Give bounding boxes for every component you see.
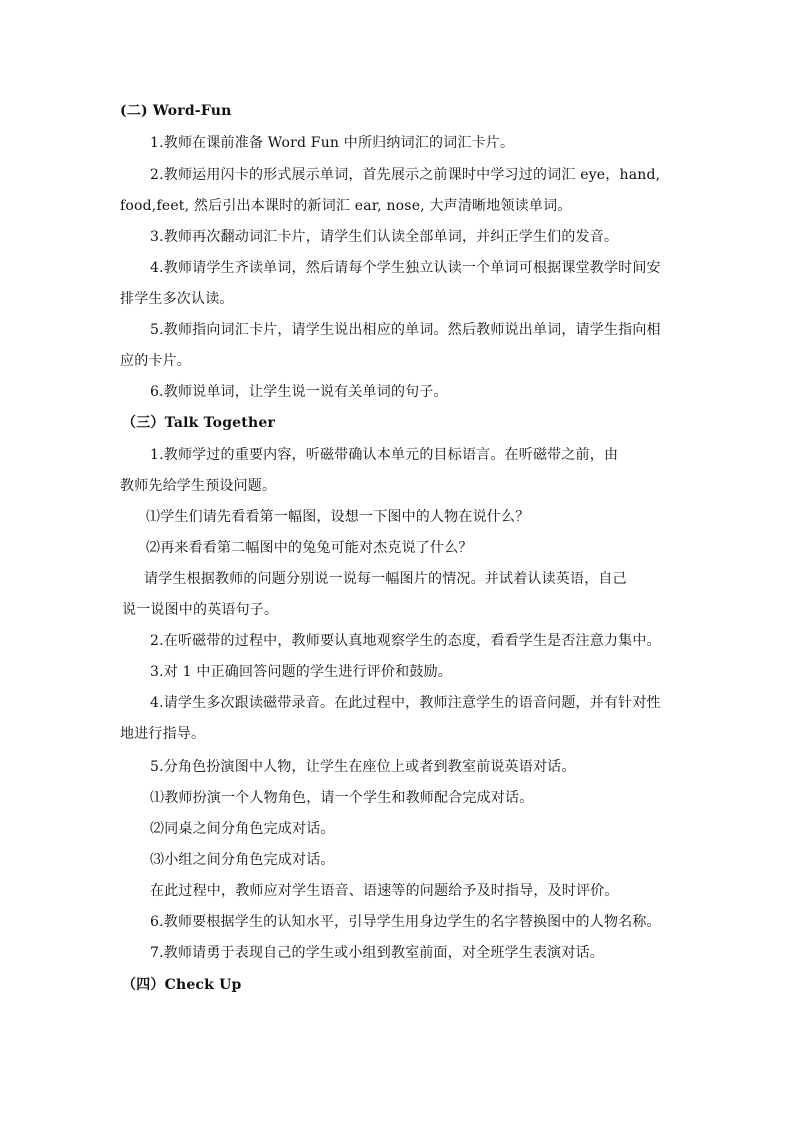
paragraph-line: 6.教师说单词，让学生说一说有关单词的句子。 [150, 384, 448, 400]
section-heading-check-up: （四）Check Up [122, 977, 242, 993]
paragraph-line: 2.教师运用闪卡的形式展示单词，首先展示之前课时中学习过的词汇 eye，hand, [150, 167, 661, 183]
paragraph-line: ⑴教师扮演一个人物角色，请一个学生和教师配合完成对话。 [150, 790, 534, 806]
paragraph-line: 4.教师请学生齐读单词，然后请每个学生独立认读一个单词可根据课堂教学时间安 [150, 260, 661, 276]
section-heading-word-fun: (二) Word-Fun [120, 103, 232, 119]
paragraph-line: 2.在听磁带的过程中，教师要认真地观察学生的态度，看看学生是否注意力集中。 [150, 633, 661, 649]
paragraph-line: 说一说图中的英语句子。 [122, 602, 279, 618]
paragraph-line: 教师先给学生预设问题。 [120, 478, 277, 494]
paragraph-line: 排学生多次认读。 [120, 291, 234, 307]
paragraph-line: ⑴学生们请先看看第一幅图，设想一下图中的人物在说什么？ [146, 509, 530, 525]
paragraph-line: food,feet, 然后引出本课时的新词汇 ear, nose, 大声清晰地领读单词。 [120, 198, 572, 214]
paragraph-line: 7.教师请勇于表现自己的学生或小组到教室前面，对全班学生表演对话。 [150, 945, 604, 961]
paragraph-line: 1.教师学过的重要内容，听磁带确认本单元的目标语言。在听磁带之前，由 [150, 447, 619, 463]
paragraph-line: 5.分角色扮演图中人物，让学生在座位上或者到教室前说英语对话。 [150, 759, 576, 775]
paragraph-line: 1.教师在课前准备 Word Fun 中所归纳词汇的词汇卡片。 [150, 135, 515, 151]
paragraph-line: 4.请学生多次跟读磁带录音。在此过程中，教师注意学生的语音问题，并有针对性 [150, 695, 661, 711]
paragraph-line: 应的卡片。 [120, 353, 191, 369]
paragraph-line: 5.教师指向词汇卡片，请学生说出相应的单词。然后教师说出单词，请学生指向相 [150, 322, 661, 338]
paragraph-line: ⑶小组之间分角色完成对话。 [150, 852, 335, 868]
paragraph-line: ⑵同桌之间分角色完成对话。 [150, 821, 335, 837]
section-heading-talk-together: （三）Talk Together [122, 415, 276, 431]
paragraph-line: ⑵再来看看第二幅图中的兔兔可能对杰克说了什么？ [146, 540, 473, 556]
paragraph-line: 地进行指导。 [120, 726, 206, 742]
paragraph-line: 3.对 1 中正确回答问题的学生进行评价和鼓励。 [150, 664, 452, 680]
paragraph-line: 6.教师要根据学生的认知水平，引导学生用身边学生的名字替换图中的人物名称。 [150, 914, 661, 930]
paragraph-line: 在此过程中，教师应对学生语音、语速等的问题给予及时指导，及时评价。 [150, 883, 619, 899]
paragraph-line: 请学生根据教师的问题分别说一说每一幅图片的情况。并试着认读英语，自己 [144, 571, 627, 587]
paragraph-line: 3.教师再次翻动词汇卡片，请学生们认读全部单词，并纠正学生们的发音。 [150, 229, 619, 245]
